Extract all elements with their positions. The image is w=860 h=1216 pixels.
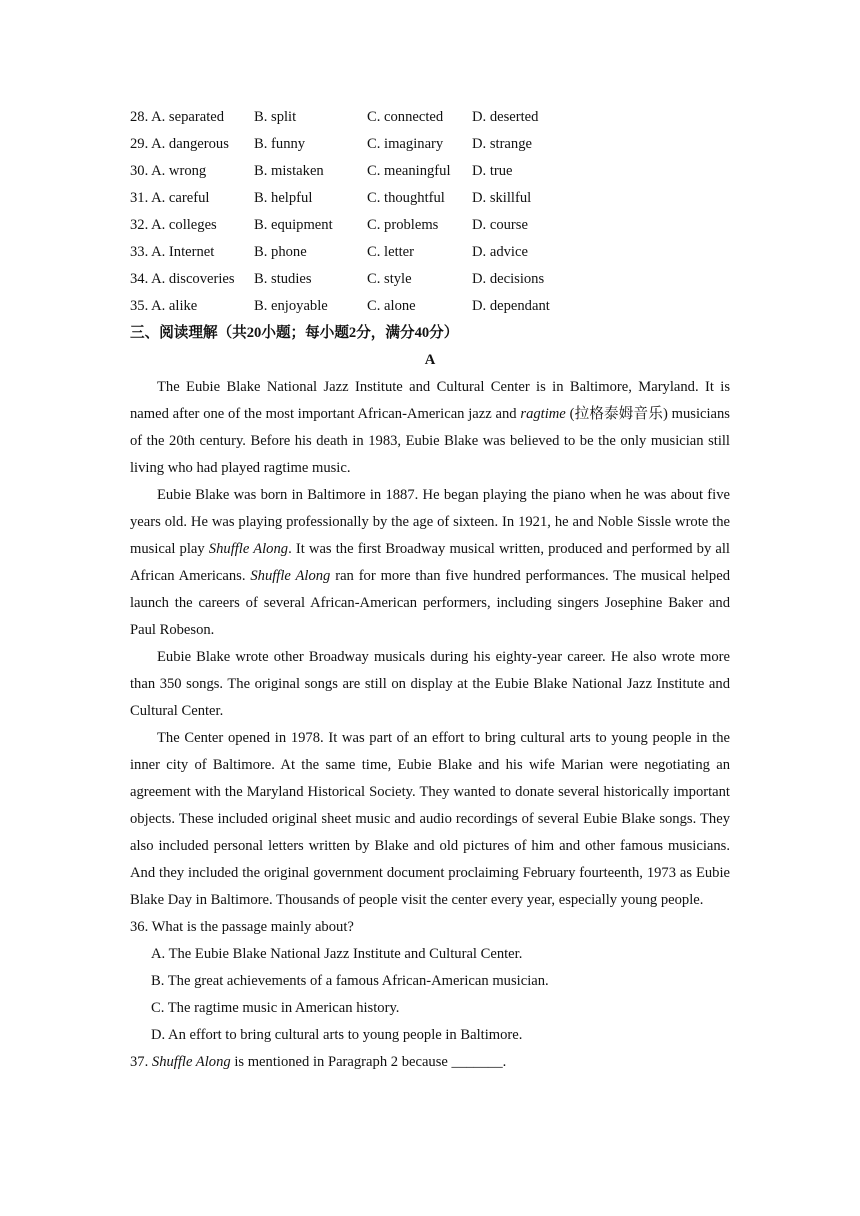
option-row	[130, 104, 730, 131]
passage-paragraph-1: The Eubie Blake National Jazz Institute and Cultural Center is in Baltimore, Maryland. It is named after one of the most important African-American jazz and ragtime (拉格泰姆音乐) musicians of the 20th century. Before his death in 1983, Eubie Blake was believed to be the only musician still living who had played ragtime music.	[130, 379, 730, 476]
passage-paragraph-3: Eubie Blake wrote other Broadway musicals during his eighty-year career. He also wrote more than 350 songs. The original songs are still on display at the Eubie Blake National Jazz Institute and Cultural Center.	[130, 649, 730, 719]
question-36-choice-b: B. The great achievements of a famous African-American musician.	[151, 973, 549, 989]
ragtime-term: ragtime	[520, 406, 566, 422]
option-c: C. meaningful	[367, 163, 451, 179]
question-36: 36. What is the passage mainly about?	[130, 919, 354, 935]
passage-letter: A	[424, 352, 436, 368]
exam-page	[130, 104, 730, 1076]
option-c: C. alone	[367, 298, 416, 314]
option-c: C. style	[367, 271, 412, 287]
option-d: D. advice	[472, 244, 528, 260]
option-d: D. skillful	[472, 190, 532, 206]
option-a: 34. A. discoveries	[130, 271, 235, 287]
option-c: C. thoughtful	[367, 190, 445, 206]
option-b: B. enjoyable	[254, 298, 328, 314]
section-heading: 三、阅读理解（共20小题；每小题2分，满分40分）	[130, 325, 459, 341]
option-d: D. dependant	[472, 298, 550, 314]
cloze-options	[130, 104, 730, 320]
option-d: D. strange	[472, 136, 532, 152]
option-a: 29. A. dangerous	[130, 136, 229, 152]
option-b: B. phone	[254, 244, 307, 260]
option-d: D. true	[472, 163, 513, 179]
option-c: C. connected	[367, 109, 444, 125]
passage-paragraph-4: The Center opened in 1978. It was part of an effort to bring cultural arts to young people in the inner city of Baltimore. At the same time, Eubie Blake and his wife Marian were negotiating an agreement with the Maryland Historical Society. They wanted to donate several historically important objects. These included original sheet music and audio recordings of several Eubie Blake songs. They also included personal letters written by Blake and old pictures of him and other famous musicians. And they included the original government document proclaiming February fourteenth, 1973 as Eubie Blake Day in Baltimore. Thousands of people visit the center every year, especially young people.	[130, 730, 730, 908]
question-37: 37. Shuffle Along is mentioned in Paragraph 2 because _______.	[130, 1054, 507, 1070]
option-d: D. decisions	[472, 271, 545, 287]
option-a: 35. A. alike	[130, 298, 198, 314]
musical-title: Shuffle Along	[250, 568, 331, 584]
option-c: C. problems	[367, 217, 439, 233]
option-a: 28. A. separated	[130, 109, 225, 125]
option-row	[130, 131, 730, 158]
musical-title: Shuffle Along	[208, 541, 289, 557]
option-row	[130, 185, 730, 212]
option-b: B. studies	[254, 271, 312, 287]
option-a: 30. A. wrong	[130, 163, 207, 179]
option-row	[130, 212, 730, 239]
option-b: B. split	[254, 109, 297, 125]
option-row	[130, 239, 730, 266]
option-c: C. letter	[367, 244, 415, 260]
option-c: C. imaginary	[367, 136, 444, 152]
musical-title: Shuffle Along	[151, 1054, 231, 1070]
option-a: 33. A. Internet	[130, 244, 215, 260]
passage-paragraph-2: Eubie Blake was born in Baltimore in 1887. He began playing the piano when he was about five years old. He was playing professionally by the age of sixteen. In 1921, he and Noble Sissle wrote the musical play Shuffle Along. It was the first Broadway musical written, produced and performed by all African Americans. Shuffle Along ran for more than five hundred performances. The musical helped launch the careers of several African-American performers, including singers Josephine Baker and Paul Robeson.	[130, 487, 730, 638]
option-row	[130, 293, 730, 320]
question-36-choice-a: A. The Eubie Blake National Jazz Institute and Cultural Center.	[151, 946, 523, 962]
option-row	[130, 266, 730, 293]
question-36-choice-d: D. An effort to bring cultural arts to young people in Baltimore.	[151, 1027, 523, 1043]
option-b: B. funny	[254, 136, 306, 152]
option-a: 31. A. careful	[130, 190, 210, 206]
option-d: D. deserted	[472, 109, 539, 125]
option-row	[130, 158, 730, 185]
option-b: B. helpful	[254, 190, 313, 206]
option-b: B. equipment	[254, 217, 333, 233]
option-d: D. course	[472, 217, 528, 233]
question-36-choice-c: C. The ragtime music in American history.	[151, 1000, 400, 1016]
option-b: B. mistaken	[254, 163, 324, 179]
option-a: 32. A. colleges	[130, 217, 217, 233]
